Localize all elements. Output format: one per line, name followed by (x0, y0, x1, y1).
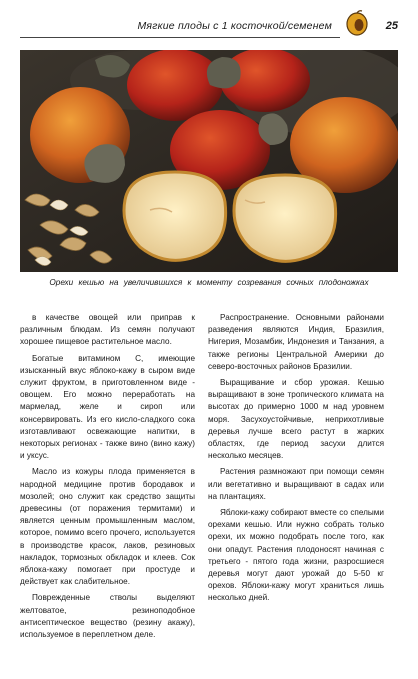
header-rule (20, 37, 340, 38)
paragraph: Яблоки-кажу собирают вместе со спелыми орехами кешью. Или нужно собрать только орехи, их можно подобрать после того, как они опадут. Растения плодоносят начиная с третьего - пятого года жизни, разросшиеся деревья могут дают урожай до 5-50 кг орехов. Яблоки-кажу могут храниться лишь несколько дней. (208, 508, 384, 603)
cashew-photo (20, 50, 398, 272)
paragraph: в качестве овощей или приправ к различным блюдам. Из семян получают хорошее пищевое растительное масло. (20, 313, 195, 347)
paragraph: Масло из кожуры плода применяется в народной медицине против бородавок и мозолей; оно служит как средство защиты древесины (от поражения термитами) и является ценным промышленным маслом, которое, помимо всего прочего, используется в производстве красок, лаков, резиновых накладок, тормозных обкладок и клеев. Сок яблока-кажу помогает при простуде и действует как слабительное. (20, 467, 195, 587)
paragraph: Поврежденные стволы выделяют желтоватое, резиноподобное антисептическое вещество (резину акажу), используемое в переплетном деле. (20, 593, 195, 640)
plum-fruit-icon (344, 10, 370, 36)
page-number: 25 (385, 20, 398, 32)
paragraph: Растения размножают при помощи семян или вегетативно и выращивают в садах или на плантациях. (208, 467, 384, 501)
paragraph: Распространение. Основными районами разведения являются Индия, Бразилия, Нигерия, Мозамбик, Индонезия и Танзания, а также регионы Центральной Америки до северо-восточных районов Бразилии. (208, 313, 384, 371)
chapter-title: Мягкие плоды с 1 косточкой/семенем (137, 20, 332, 32)
photo-caption: Орехи кешью на увеличившихся к моменту созревания сочных плодоножках (49, 278, 369, 287)
paragraph: Выращивание и сбор урожая. Кешью выращивают в зоне тропического климата на высотах до примерно 1000 м над уровнем моря. Засухоустойчивые, неприхотливые деревья лучше всего растут в жарких областях, где период засухи длится несколько месяцев. (208, 378, 384, 461)
right-column (208, 312, 384, 609)
page-header (20, 10, 398, 40)
paragraph: Богатые витамином С, имеющие изысканный вкус яблоко-кажу в сыром виде служит фруктом, в приготовленном виде - овощем. Его можно переработать на мармелад, желе и сироп или консервировать. Из его кисло-сладкого сока изготавливают освежающие напитки, в некоторых регионах - также вино (вино кажу) и уксус. (20, 353, 195, 461)
left-column (20, 312, 195, 645)
